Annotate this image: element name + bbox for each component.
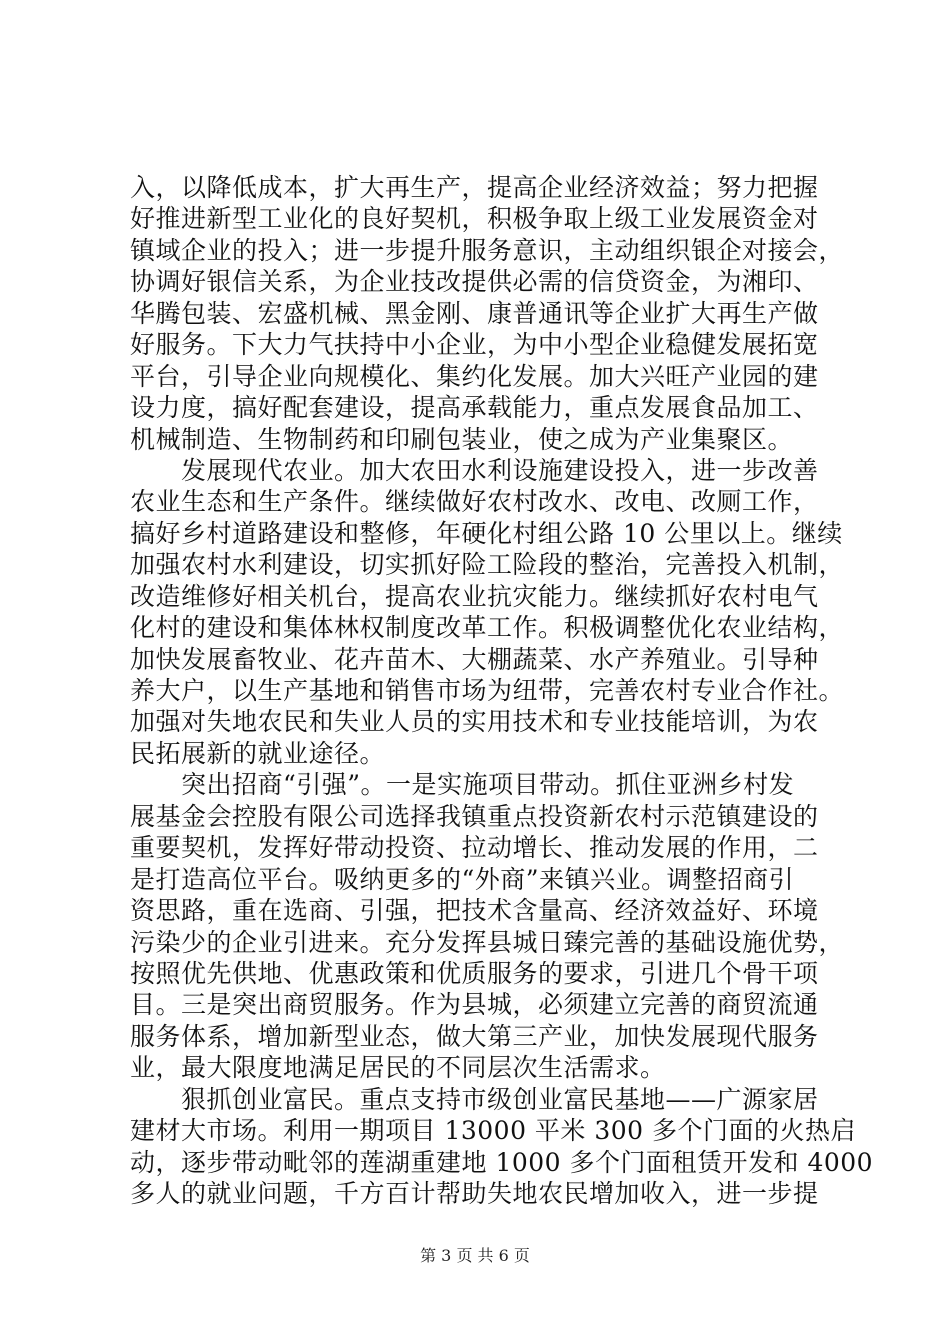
paragraph-heading-line: 发展现代农业。加大农田水利设施建设投入，进一步改善 bbox=[130, 455, 819, 485]
text-line: 机械制造、生物制药和印刷包装业，使之成为产业集聚区。 bbox=[130, 424, 794, 454]
paragraph-heading-line: 突出招商“引强”。一是实施项目带动。抓住亚洲乡村发 bbox=[130, 770, 795, 800]
text-line: 好服务。下大力气扶持中小企业，为中小型企业稳健发展拓宽 bbox=[130, 330, 819, 360]
text-line: 是打造高位平台。吸纳更多的“外商”来镇兴业。调整招商引 bbox=[130, 864, 795, 894]
text-line: 按照优先供地、优惠政策和优质服务的要求，引进几个骨干项 bbox=[130, 958, 819, 988]
text-line: 镇域企业的投入；进一步提升服务意识，主动组织银企对接会， bbox=[130, 235, 845, 265]
text-line: 入，以降低成本，扩大再生产，提高企业经济效益；努力把握 bbox=[130, 173, 819, 202]
text-line: 华腾包装、宏盛机械、黑金刚、康普通讯等企业扩大再生产做 bbox=[130, 298, 819, 328]
text-line: 加强农村水利建设，切实抓好险工险段的整治，完善投入机制， bbox=[130, 550, 845, 580]
text-line: 养大户，以生产基地和销售市场为纽带，完善农村专业合作社。 bbox=[130, 676, 845, 705]
text-line: 民拓展新的就业途径。 bbox=[130, 738, 386, 768]
text-line: 加快发展畜牧业、花卉苗木、大棚蔬菜、水产养殖业。引导种 bbox=[130, 644, 819, 674]
text-line: 目。三是突出商贸服务。作为县城，必须建立完善的商贸流通 bbox=[130, 990, 819, 1020]
text-line: 展基金会控股有限公司选择我镇重点投资新农村示范镇建设的 bbox=[130, 801, 819, 831]
text-line: 搞好乡村道路建设和整修，年硬化村组公路 10 公里以上。继续 bbox=[130, 518, 843, 548]
text-line: 资思路，重在选商、引强，把技术含量高、经济效益好、环境 bbox=[130, 896, 819, 926]
text-line: 改造维修好相关机台，提高农业抗灾能力。继续抓好农村电气 bbox=[130, 581, 819, 611]
body-text bbox=[130, 172, 874, 1209]
text-line: 设力度，搞好配套建设，提高承载能力，重点发展食品加工、 bbox=[130, 393, 819, 423]
text-line: 农业生态和生产条件。继续做好农村改水、改电、改厕工作， bbox=[130, 487, 819, 517]
text-line: 好推进新型工业化的良好契机，积极争取上级工业发展资金对 bbox=[130, 204, 819, 234]
text-line: 多人的就业问题，千方百计帮助失地农民增加收入，进一步提 bbox=[130, 1179, 819, 1208]
text-line: 重要契机，发挥好带动投资、拉动增长、推动发展的作用，二 bbox=[130, 833, 819, 863]
text-line: 污染少的企业引进来。充分发挥县城日臻完善的基础设施优势， bbox=[130, 927, 845, 957]
text-line: 加强对失地农民和失业人员的实用技术和专业技能培训，为农 bbox=[130, 707, 819, 737]
text-line: 动，逐步带动毗邻的莲湖重建地 1000 多个门面租赁开发和 4000 bbox=[130, 1147, 874, 1177]
paragraph-heading-line: 狠抓创业富民。重点支持市级创业富民基地——广源家居 bbox=[130, 1084, 819, 1114]
text-line: 建材大市场。利用一期项目 13000 平米 300 多个门面的火热启 bbox=[130, 1116, 857, 1146]
page-number-footer: 第 3 页 共 6 页 bbox=[420, 1246, 530, 1265]
text-line: 化村的建设和集体林权制度改革工作。积极调整优化农业结构， bbox=[130, 613, 845, 643]
text-line: 服务体系，增加新型业态，做大第三产业，加快发展现代服务 bbox=[130, 1021, 819, 1051]
text-line: 协调好银信关系，为企业技改提供必需的信贷资金，为湘印、 bbox=[130, 267, 819, 297]
text-line: 业，最大限度地满足居民的不同层次生活需求。 bbox=[130, 1053, 666, 1083]
text-line: 平台，引导企业向规模化、集约化发展。加大兴旺产业园的建 bbox=[130, 361, 819, 391]
